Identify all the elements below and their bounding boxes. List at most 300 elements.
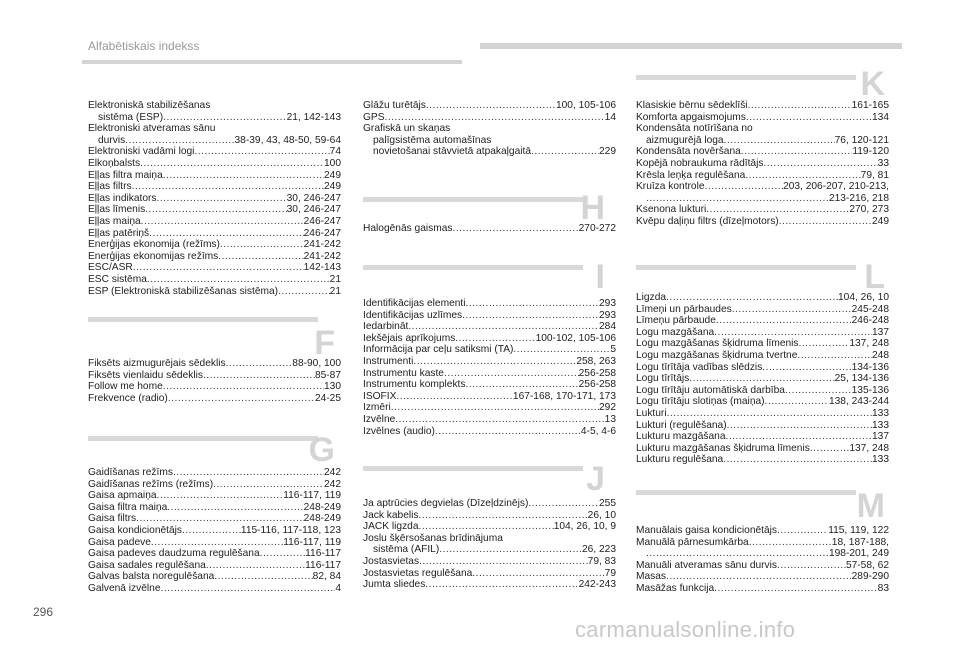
index-entry [363,344,616,356]
index-entry-term: Logu mazgāšanas šķidruma līmenis [636,338,799,350]
index-entry [363,310,616,322]
section-letter-h: H [580,189,605,227]
index-entry-term: Fiksēts vienlaidu sēdeklis [88,369,203,381]
index-entry-term: Logu mazgāšana [636,326,715,338]
index-entry-term: Fiksēts aizmugurējais sēdeklis [88,358,226,369]
index-entry [363,521,616,533]
dot-leader [163,112,287,124]
dot-leader [439,544,582,556]
index-entry [636,443,889,455]
dot-leader [749,537,832,549]
index-entry [88,274,341,286]
index-entry-pages: 5 [610,344,616,356]
dot-leader [206,560,305,572]
dot-leader [724,135,835,147]
dot-leader [797,350,872,362]
index-entry-term: Elektroniski atveramas sānu [88,123,216,135]
index-entry [636,571,889,583]
header-divider-right [480,43,902,49]
index-entry [88,135,341,147]
index-entry-pages: 292 [599,402,616,414]
page-header-title: Alfabētiskais indekss [88,39,200,53]
index-entry [88,467,341,479]
index-entry-term: Instrumenti [363,355,414,367]
dot-leader [213,479,324,491]
index-entry-pages: 142-143 [303,262,341,274]
dot-leader [741,146,853,158]
dot-leader [125,135,234,147]
index-entry [636,548,889,560]
index-entry-term: Kvēpu daļiņu filtrs (dīzeļmotors) [636,215,779,227]
index-entry [636,420,889,432]
dot-leader [140,158,324,170]
index-section-e [88,100,341,297]
index-entry [363,391,616,403]
index-entry [363,112,616,124]
index-entry-pages: 248-249 [303,501,341,513]
index-entry-pages: 256-258 [578,379,616,391]
index-entry [363,498,616,510]
dot-leader [745,170,860,182]
index-entry-pages: 242-243 [578,579,616,591]
index-entry [88,479,341,491]
letter-divider-k [636,75,856,80]
index-entry [636,525,889,537]
dot-leader [466,298,600,310]
dot-leader [149,228,303,240]
dot-leader [151,537,283,549]
index-entry [88,112,341,124]
dot-leader [391,402,599,414]
index-entry-term: Enerģijas ekonomija (režīms) [88,239,220,251]
index-entry-term: Kondensāta novēršana [636,146,741,158]
index-entry-pages: 24-25 [314,392,341,404]
index-entry-term: Instrumentu kaste [363,367,444,379]
index-entry [636,431,889,443]
index-entry-pages: 242 [324,467,341,478]
dot-leader [220,239,304,251]
index-entry-term: Jack kabelis [363,509,419,521]
index-entry-term: ESP (Elektroniskā stabilizēšanas sistēma) [88,285,279,297]
dot-leader [168,393,315,405]
index-entry-pages: 74 [329,146,341,158]
letter-divider-f [88,317,318,322]
index-entry [363,100,616,112]
index-entry-term: Kopējā nobraukuma rādītājs [636,157,764,169]
index-entry-term: Komforta apgaismojums [636,111,746,123]
dot-leader [395,414,604,426]
index-entry [88,216,341,228]
index-entry-pages: 115-116, 117-118, 123 [240,524,341,536]
dot-leader [714,583,878,595]
index-entry [88,490,341,502]
index-entry-pages: 246-247 [303,227,341,239]
index-entry [636,216,889,228]
index-entry-term: durvis [98,134,126,146]
dot-leader [419,521,554,533]
index-entry [363,123,616,135]
index-entry-term: Joslu šķērsošanas brīdinājuma [363,532,503,544]
dot-leader [157,490,284,502]
index-entry-pages: 241-242 [303,250,341,262]
index-entry-pages: 18, 187-188, [831,536,889,548]
index-entry [636,560,889,572]
index-entry [363,544,616,556]
index-section-g [88,467,341,595]
dot-leader [141,216,304,228]
index-entry [88,239,341,251]
index-entry-pages: 229 [599,146,616,158]
index-entry-pages: 21, 142-143 [286,111,341,123]
index-entry-term: sistēma (AFIL) [373,544,440,556]
index-entry-pages: 130 [324,381,341,393]
index-entry-pages: 248 [872,349,889,361]
index-entry-term: Logu mazgāšanas šķidruma tvertne [636,349,798,361]
index-entry-pages: 258, 263 [576,355,616,367]
dot-leader [666,292,838,304]
index-entry-term: Lukturi (regulēšana) [636,419,727,431]
dot-leader [385,112,605,124]
index-entry-pages: 198-201, 249 [828,548,889,560]
index-section-f [88,358,341,404]
index-entry-pages: 293 [599,298,616,309]
index-entry [636,170,889,182]
index-entry [636,158,889,170]
dot-leader [763,158,877,170]
dot-leader [396,391,513,403]
dot-leader [714,327,872,339]
index-entry [636,181,889,193]
section-letter-f: F [314,324,335,362]
section-letter-j: J [586,460,605,498]
index-entry-pages: 25, 134-136 [834,373,889,385]
index-entry-pages: 270, 273 [849,204,889,216]
index-entry-pages: 116-117 [305,559,341,571]
index-entry [363,510,616,522]
index-entry-term: Enerģijas ekonomijas režīms [88,250,219,262]
index-entry [363,568,616,580]
index-entry-term: Gaisa filtra maiņa [88,501,168,513]
index-entry-term: Izmēri [363,402,391,414]
index-entry-pages: 76, 120-121 [834,134,889,146]
index-entry-term: Kruīza kontrole [636,181,705,193]
dot-leader [765,396,829,408]
dot-leader [419,556,588,568]
dot-leader [666,571,852,583]
index-entry-term: Grafiskā un skaņas [363,123,451,135]
index-entry [363,321,616,333]
index-section-h [363,223,616,235]
dot-leader [426,100,556,112]
dot-leader [746,112,872,124]
index-entry [636,408,889,420]
dot-leader [646,548,829,560]
dot-leader [723,454,872,466]
index-entry-term: Eļļas patēriņš [88,227,150,239]
index-section-k [636,100,889,228]
dot-leader [472,568,604,580]
index-entry [88,370,341,382]
dot-leader [667,408,872,420]
dot-leader [167,502,303,514]
index-entry [636,537,889,549]
index-entry-term: Līmeņi un pārbaudes [636,303,732,315]
index-entry-term: Ja aptrūcies degvielas (Dīzeļdzinējs) [363,498,529,509]
index-entry [88,204,341,216]
dot-leader [163,170,324,182]
index-entry [363,146,616,158]
index-entry-term: Jostasvietas regulēšana [363,567,473,579]
index-entry-term: Elektroniski vadāmi logi [88,146,195,158]
index-entry-pages: 4 [335,582,341,594]
index-entry-pages: 293 [599,309,616,321]
index-section-m [636,525,889,595]
index-entry-term: Lukturu regulēšana [636,454,724,466]
dot-leader [173,467,324,479]
dot-leader [182,525,241,537]
dot-leader [799,338,850,350]
page-number: 296 [33,605,54,619]
index-entry-pages: 133 [872,419,889,431]
dot-leader [419,510,588,522]
index-entry-pages: 30, 246-247 [286,204,341,216]
dot-leader [706,204,849,216]
index-entry-term: Gaisa sadales regulēšana [88,559,206,571]
section-letter-l: L [864,258,885,296]
index-entry [636,338,889,350]
index-entry [363,402,616,414]
index-entry-pages: 137 [872,431,889,443]
index-entry-pages: 85-87 [314,369,341,381]
index-entry-pages: 14 [604,111,616,123]
dot-leader [145,204,286,216]
index-entry-term: GPS [363,111,385,123]
index-entry-term: ESC/ASR [88,262,133,274]
index-entry-pages: 242 [324,478,341,490]
index-entry-pages: 38-39, 43, 48-50, 59-64 [234,134,341,146]
index-entry-pages: 246-248 [851,315,889,327]
index-entry-pages: 256-258 [578,367,616,379]
index-entry-pages: 30, 246-247 [286,192,341,204]
index-entry [88,502,341,514]
index-entry [88,358,341,370]
index-entry-term: Manuālā pārnesumkārba [636,536,749,548]
index-entry-term: Jumta sliedes [363,579,426,591]
index-entry-term: Glāžu turētājs [363,100,426,111]
index-entry-pages: 213-216, 218 [828,192,889,204]
index-entry [363,333,616,345]
letter-divider-l [636,265,856,270]
index-entry [88,571,341,583]
index-entry [636,315,889,327]
dot-leader [762,362,851,374]
dot-leader [646,193,829,205]
index-section-j [363,498,616,591]
dot-leader [777,525,828,537]
index-entry-pages: 116-117, 119 [283,490,341,502]
index-entry [88,286,341,298]
index-entry-term: Masāžas funkcija [636,582,715,594]
dot-leader [413,356,576,368]
index-entry-pages: 289-290 [851,571,889,583]
index-entry [88,537,341,549]
index-entry-term: Logu tīrītāju automātiskā darbība [636,384,785,396]
index-entry-pages: 79 [604,567,616,579]
dot-leader [425,579,578,591]
index-entry-term: Gaidīšanas režīms (režīms) [88,478,214,490]
index-entry [363,223,616,235]
index-entry-pages: 137 [872,326,889,338]
index-entry-pages: 100, 105-106 [555,100,616,111]
index-entry-term: Klasiskie bērnu sēdeklīši [636,100,748,111]
dot-leader [147,274,330,286]
index-entry-pages: 26, 223 [582,544,616,556]
index-entry [636,454,889,466]
index-entry [636,112,889,124]
letter-divider-i [363,265,583,270]
index-entry-pages: 79, 81 [860,169,889,181]
section-letter-g: G [308,431,335,469]
index-entry-pages: 248-249 [303,513,341,525]
index-entry-term: Gaisa apmaiņa [88,490,157,502]
index-entry-term: Informācija par ceļu satiksmi (TA) [363,344,514,356]
index-entry [88,262,341,274]
index-entry-term: Lukturu mazgāšanas šķidruma līmenis [636,442,810,454]
index-entry-term: Krēsla leņķa regulēšana [636,169,746,181]
dot-leader [194,146,329,158]
index-entry-term: Eļļas maiņa [88,215,141,227]
index-entry-term: ESC sistēma [88,273,147,285]
index-entry-term: novietošanai stāvvietā atpakaļgaitā [373,146,532,158]
index-entry-pages: 104, 26, 10, 9 [553,521,616,533]
index-entry-pages: 82, 84 [312,571,341,583]
index-entry-pages: 167-168, 170-171, 173 [512,390,616,402]
index-entry-term: Manuāli atveramas sānu durvis [636,559,777,571]
dot-leader [725,431,872,443]
index-entry [88,513,341,525]
index-entry-pages: 133 [872,454,889,466]
index-entry-pages: 133 [872,407,889,419]
dot-leader [133,262,304,274]
index-entry-term: ISOFIX [363,390,397,402]
index-entry-pages: 100 [324,157,341,169]
index-entry [636,396,889,408]
index-entry [88,393,341,405]
dot-leader [408,321,599,333]
index-entry-pages: 21 [329,273,341,285]
index-entry [88,560,341,572]
index-entry [636,193,889,205]
index-entry-pages: 249 [324,169,341,181]
index-entry-term: Masas [636,571,667,583]
index-entry-pages: 135-136 [851,384,889,396]
index-entry-pages: 134-136 [851,361,889,373]
index-entry [636,350,889,362]
index-entry-term: Ligzda [636,292,667,303]
index-entry-term: Elektroniskā stabilizēšanas [88,100,211,111]
index-entry-term: Izvēlne [363,413,396,425]
index-entry-term: Frekvence (radio) [88,392,168,404]
index-entry [363,298,616,310]
index-entry [88,548,341,560]
index-entry-pages: 13 [604,413,616,425]
dot-leader [203,370,315,382]
dot-leader [779,216,872,228]
index-entry [88,525,341,537]
index-entry [88,100,341,112]
dot-leader [161,583,336,595]
index-entry-pages: 138, 243-244 [828,396,889,408]
index-entry-pages: 249 [324,181,341,193]
index-entry-term: Logu tīrītāju slotiņas (maiņa) [636,396,765,408]
index-entry-term: Lukturu mazgāšana [636,431,726,443]
index-entry [88,251,341,263]
index-entry-pages: 104, 26, 10 [838,292,889,303]
dot-leader [455,333,535,345]
index-entry [636,373,889,385]
section-letter-i: I [595,258,605,296]
dot-leader [727,420,872,432]
index-entry [363,414,616,426]
dot-leader [452,223,578,235]
dot-leader [132,181,324,193]
index-entry-term: Iekšējais aprīkojums [363,332,456,344]
section-letter-m: M [856,487,885,525]
dot-leader [462,310,599,322]
dot-leader [260,548,306,560]
index-entry-term: Galvas balsta noregulēšana [88,571,215,583]
dot-leader [465,379,578,391]
dot-leader [748,100,852,112]
index-entry-term: Gaisa padeves daudzuma regulēšana [88,548,260,560]
dot-leader [716,315,852,327]
index-entry-term: Jostasvietas [363,555,420,567]
index-entry-term: Kondensāta notīrīšana no [636,123,753,135]
index-entry-term: Gaisa kondicionētājs [88,524,183,536]
index-entry [363,368,616,380]
dot-leader [163,381,324,393]
section-letter-k: K [860,65,885,103]
index-entry-pages: 284 [599,321,616,333]
index-entry [363,533,616,545]
index-entry-term: aizmugurējā loga [646,134,724,146]
index-entry [636,123,889,135]
index-entry [363,379,616,391]
index-entry [636,135,889,147]
index-entry-term: sistēma (ESP) [98,111,164,123]
index-entry-term: Ksenona lukturi [636,204,707,216]
dot-leader [157,193,287,205]
index-entry-pages: 100-102, 105-106 [535,332,616,344]
index-entry-pages: 270-272 [578,223,616,234]
index-entry [363,579,616,591]
index-entry-pages: 4-5, 4-6 [580,425,616,437]
index-entry [636,204,889,216]
dot-leader [278,286,330,298]
dot-leader [531,146,599,158]
dot-leader [226,358,293,370]
index-entry-term: Instrumentu komplekts [363,379,466,391]
index-section-i [363,298,616,437]
index-entry-pages: 137, 248 [849,442,889,454]
index-entry-pages: 255 [599,498,616,509]
index-entry [88,146,341,158]
index-entry-term: Eļļas līmenis [88,204,146,216]
dot-leader [513,344,610,356]
index-entry-term: Galvenā izvēlne [88,582,161,594]
dot-leader [136,513,303,525]
index-section-g-continued [363,100,616,158]
